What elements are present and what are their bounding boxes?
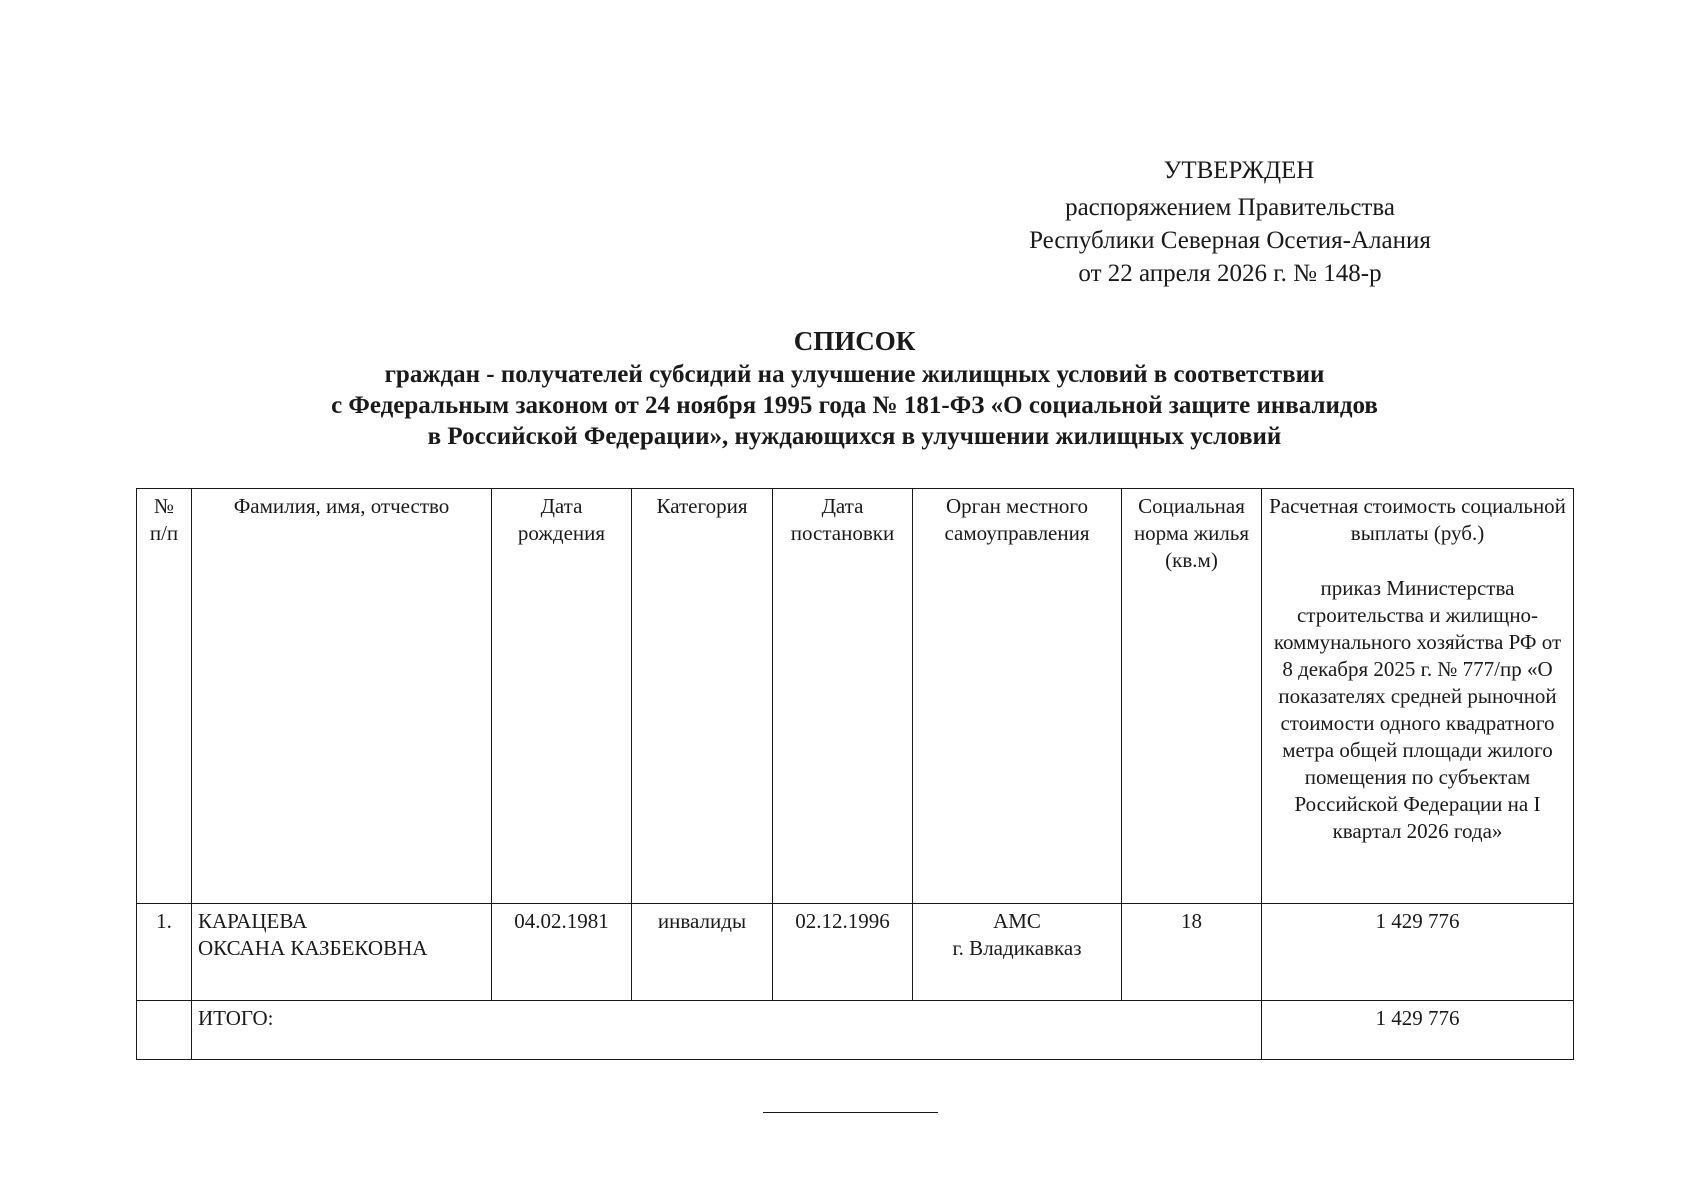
row-name [192, 904, 492, 1001]
header-authority: Орган местного самоуправления [913, 489, 1122, 904]
row-norm: 18 [1122, 904, 1262, 1001]
row-name-given: ОКСАНА КАЗБЕКОВНА [198, 936, 428, 960]
header-name: Фамилия, имя, отчество [192, 489, 492, 904]
row-name-surname: КАРАЦЕВА [198, 909, 308, 933]
heading-line-3: в Российской Федерации», нуждающихся в улучшении жилищных условий [427, 423, 1282, 450]
row-category: инвалиды [632, 904, 773, 1001]
approval-line-2: Республики Северная Осетия-Алания [1029, 227, 1431, 254]
header-cost-source: приказ Министерства строительства и жилищно-коммунального хозяйства РФ от 8 декабря 2025 г. № 777/пр «О показателях средней рыночной стоимости одного квадратного метра общей площади жилого помещения по субъектам Российской Федерации на I квартал 2026 года» [1273, 576, 1562, 843]
end-of-document-divider [763, 1112, 938, 1113]
header-category: Категория [632, 489, 773, 904]
header-registration-date: Дата постановки [773, 489, 913, 904]
header-birth-date: Дата рождения [492, 489, 632, 904]
row-registration-date: 02.12.1996 [773, 904, 913, 1001]
header-cost [1262, 489, 1574, 904]
table-row [137, 904, 1574, 1001]
row-authority-line-1: АМС [993, 909, 1041, 933]
header-norm: Социальная норма жилья (кв.м) [1122, 489, 1262, 904]
total-value: 1 429 776 [1262, 1001, 1574, 1060]
heading-line-1: граждан - получателей субсидий на улучшение жилищных условий в соответствии [384, 361, 1325, 388]
total-num-cell [137, 1001, 192, 1060]
document-title: СПИСОК [793, 326, 916, 356]
row-authority-line-2: г. Владикавказ [952, 936, 1082, 960]
row-birth-date: 04.02.1981 [492, 904, 632, 1001]
header-cost-title: Расчетная стоимость социальной выплаты (руб.) [1269, 494, 1566, 545]
row-authority [913, 904, 1122, 1001]
table-total-row [137, 1001, 1574, 1060]
document-heading [136, 326, 1573, 452]
row-cost: 1 429 776 [1262, 904, 1574, 1001]
approval-block [960, 154, 1500, 290]
recipients-table [136, 488, 1574, 1060]
table-header-row [137, 489, 1574, 904]
heading-line-2: с Федеральным законом от 24 ноября 1995 года № 181-ФЗ «О социальной защите инвалидов [331, 392, 1378, 419]
row-num: 1. [137, 904, 192, 1001]
approved-stamp-text: УТВЕРЖДЕН [1163, 157, 1315, 184]
header-num: № п/п [137, 489, 192, 904]
total-label: ИТОГО: [192, 1001, 1262, 1060]
approval-line-3: от 22 апреля 2026 г. № 148-р [1078, 260, 1382, 287]
approval-line-1: распоряжением Правительства [1065, 194, 1395, 221]
